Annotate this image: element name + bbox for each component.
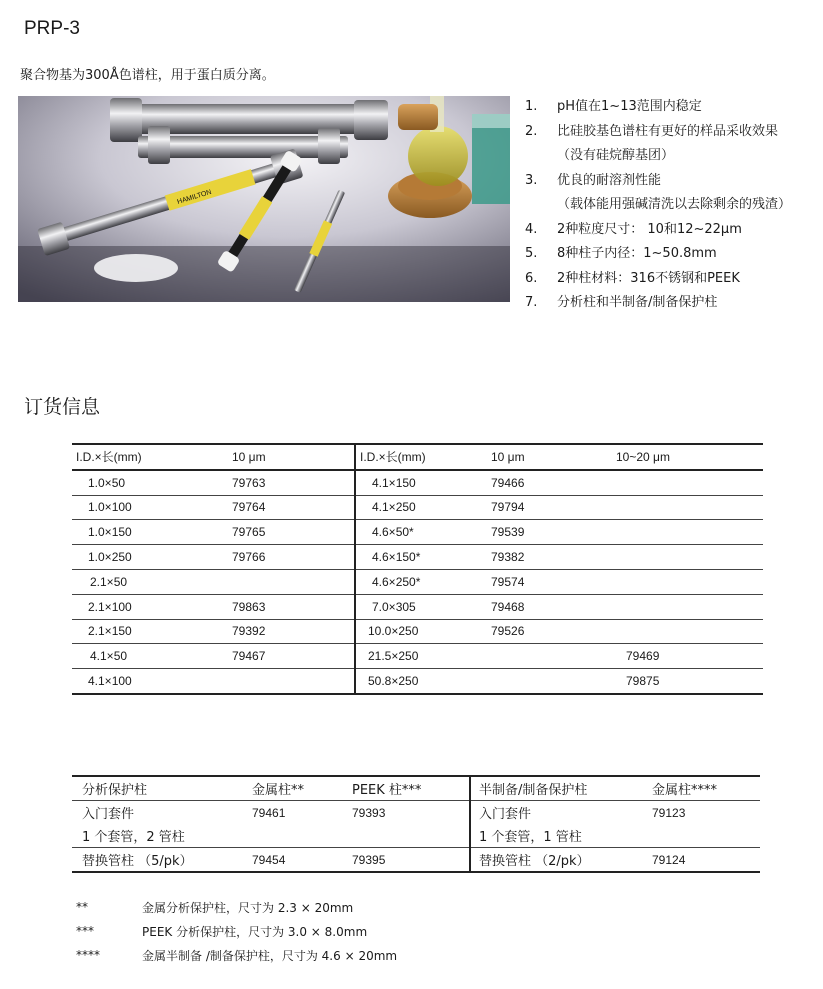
feature-item: 7. 分析柱和半制备/制备保护柱 <box>525 295 718 310</box>
footnote-text: PEEK 分析保护柱，尺寸为 3.0 × 8.0mm <box>142 924 368 939</box>
guard-column-table <box>72 775 760 873</box>
feature-list <box>525 95 820 316</box>
header-10-20um: 10~20 μm <box>616 449 670 464</box>
footnote-text: 金属半制备 /制备保护柱，尺寸为 4.6 × 20mm <box>142 948 398 963</box>
footnote-text: 金属分析保护柱，尺寸为 2.3 × 20mm <box>142 900 354 915</box>
powder-illustration <box>94 254 178 282</box>
table-row: 入门套件 79461 79393 入门套件 79123 <box>72 801 760 825</box>
table-row: 4.1×50 79467 21.5×250 79469 <box>72 644 763 669</box>
header-analytical-guard: 分析保护柱 <box>82 783 148 798</box>
feature-item: 2. 比硅胶基色谱柱有更好的样品采收效果 <box>525 123 779 139</box>
footnote <box>76 895 397 919</box>
table-row: 1.0×150 79765 4.6×50* 79539 <box>72 520 763 545</box>
product-photo-illustration <box>18 96 510 302</box>
product-photo <box>18 96 510 302</box>
feature-item-continuation: （载体能用强碱清洗以去除剩余的残渣） <box>557 197 792 212</box>
header-metal-column: 金属柱**** <box>652 783 718 798</box>
header-id-length: I.D.×长(mm) <box>355 444 491 470</box>
footnote <box>76 919 397 943</box>
footnote-mark: *** <box>76 924 94 938</box>
table-row: 1.0×100 79764 4.1×250 79794 <box>72 495 763 520</box>
header-10um: 10 μm <box>491 449 525 464</box>
table-row: 2.1×100 79863 7.0×305 79468 <box>72 594 763 619</box>
table-row: 1.0×50 79763 4.1×150 79466 <box>72 470 763 495</box>
header-semiprep-guard: 半制备/制备保护柱 <box>470 776 652 801</box>
table-row: 1.0×250 79766 4.6×150* 79382 <box>72 545 763 570</box>
product-subtitle: 聚合物基为300Å色谱柱，用于蛋白质分离。 <box>20 68 275 83</box>
large-column-illustration <box>110 98 388 164</box>
page-title: PRP-3 <box>24 18 80 39</box>
footnote <box>76 943 397 967</box>
footnote-mark: **** <box>76 948 100 962</box>
feature-item: 6. 2种柱材料：316不锈钢和PEEK <box>525 270 740 286</box>
table-row: 2.1×50 4.6×250* 79574 <box>72 569 763 594</box>
table-row: 4.1×100 50.8×250 79875 <box>72 669 763 694</box>
header-10um: 10 μm <box>232 449 266 464</box>
table-row: 替换管柱 （5/pk） 79454 79395 替换管柱 （2/pk） 79124 <box>72 848 760 873</box>
footnotes <box>76 895 397 967</box>
column-label-text: HAMILTON <box>176 188 213 206</box>
feature-item: 5. 8种柱子内径：1~50.8mm <box>525 246 717 261</box>
beaker-illustration <box>472 114 510 204</box>
feature-item: 3. 优良的耐溶剂性能 <box>525 172 662 188</box>
guard-table-header <box>72 776 760 801</box>
header-peek-column: PEEK 柱*** <box>352 783 422 798</box>
table-row: 1 个套管，2 管柱 1 个套管，1 管柱 <box>72 824 760 848</box>
ordering-table-header <box>72 444 763 470</box>
header-id-length: I.D.×长(mm) <box>76 450 142 465</box>
ordering-info-title: 订货信息 <box>24 396 101 418</box>
table-row: 2.1×150 79392 10.0×250 79526 <box>72 619 763 644</box>
feature-item-continuation: （没有硅烷醇基团） <box>557 148 675 163</box>
footnote-mark: ** <box>76 900 88 914</box>
feature-item: 4. 2种粒度尺寸： 10和12~22μm <box>525 221 742 237</box>
ordering-table <box>72 443 763 695</box>
header-metal-column: 金属柱** <box>252 783 305 798</box>
feature-item: 1. pH值在1~13范围内稳定 <box>525 99 702 114</box>
